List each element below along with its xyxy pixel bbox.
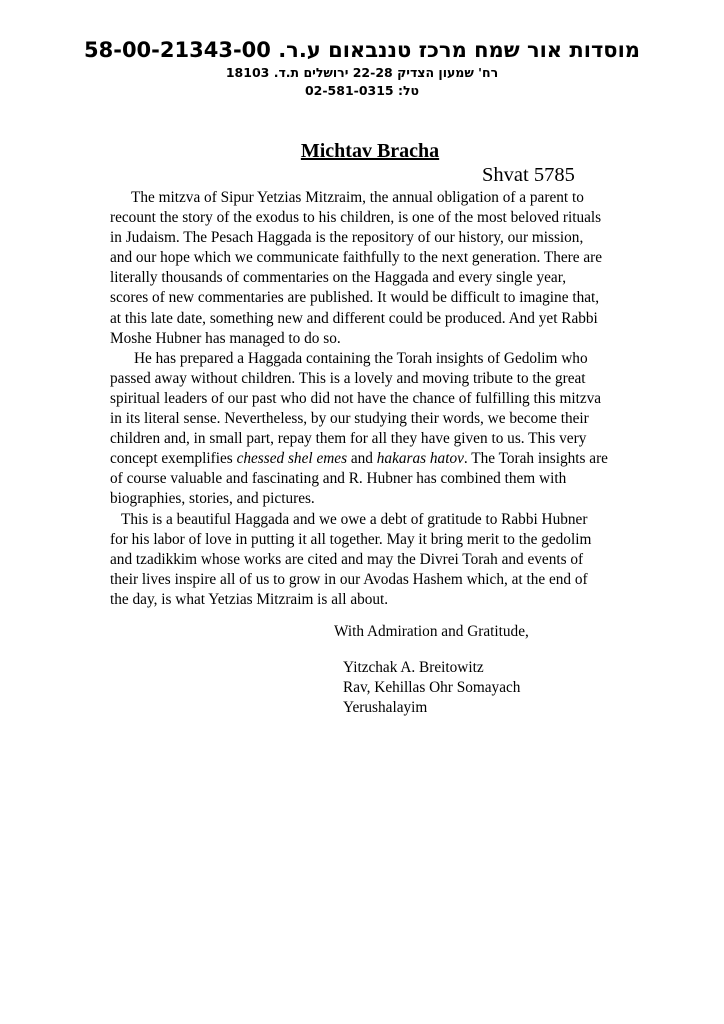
signature-role: Rav, Kehillas Ohr Somayach [343,679,521,697]
body-paragraph-1: The mitzva of Sipur Yetzias Mitzraim, the annual obligation of a parent to recount the story of the exodus to his children, is one of the most beloved rituals in Judaism. The Pesach Haggada is the repository of our history, our mission, and our hope which we communicate faithfully to the next generation. There are literally thousands of commentaries on the Haggada and every single year, scores of new commentaries are published. It would be difficult to imagine that, at this late date, something new and different could be produced. And yet Rabbi Moshe Hubner has managed to do so. [110,189,603,347]
body-paragraph-2-part-c: . The Torah insights are of course valuable and fascinating and R. Hubner has combined them with biographies, stories, and pictures. [110,450,608,508]
body-paragraph-2-emphasis-2: hakaras hatov [376,450,464,468]
signature-location: Yerushalayim [343,699,428,717]
letterhead [0,40,724,97]
letterhead-organization: מוסדות אור שמח מרכז טננבאום ע.ר. 58-00-21343-00 [84,38,640,62]
body-paragraph-2-part-a: He has prepared a Haggada containing the Torah insights of Gedolim who passed away without children. This is a lovely and moving tribute to the great spiritual leaders of our past who did not have the chance of fulfilling this mitzva in its literal sense. Nevertheless, by our studying their words, we become their children and, in small part, repay them for all they have given to us. This very concept exemplifies [110,349,602,468]
letter-title: Michtav Bracha [300,140,440,162]
letter-body [110,188,608,610]
signature-name: Yitzchak A. Breitowitz [343,659,484,676]
body-paragraph-3: This is a beautiful Haggada and we owe a debt of gratitude to Rabbi Hubner for his labor of love in putting it all together. May it bring merit to the gedolim and tzadikkim whose works are cited and may the Divrei Torah and events of their lives inspire all of us to grow in our Avodas Hashem which, at the end of the day, is what Yetzias Mitzraim is all about. [110,510,592,608]
body-paragraph-2 [110,349,608,510]
body-paragraph-2-emphasis-1: chessed shel emes [236,450,348,468]
letterhead-address: רח' שמעון הצדיק 22-28 ירושלים ת.ד. 18103 [225,65,499,80]
closing-line: With Admiration and Gratitude, [334,623,529,640]
letter-date: Shvat 5785 [482,164,575,186]
body-paragraph-2-part-b: and [347,450,377,468]
signature-block [343,658,520,719]
letterhead-phone: טל: 02-581-0315 [304,82,420,98]
